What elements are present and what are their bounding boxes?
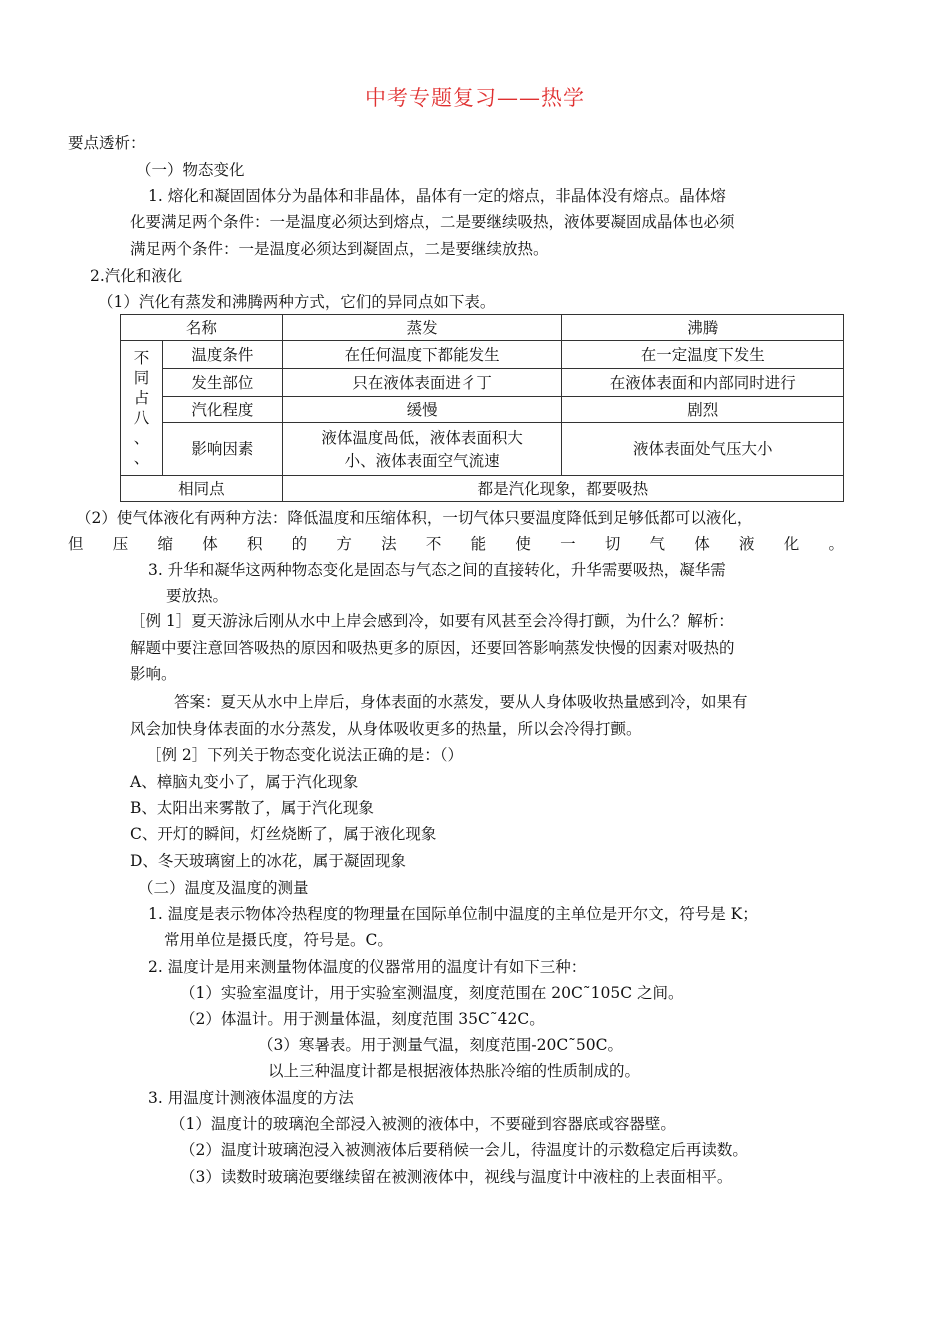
cell-same: 都是汽化现象，都要吸热: [282, 476, 843, 502]
comparison-table: [120, 314, 844, 502]
cell-evaporation: 液体温度咼低，液体表面积大 小、液体表面空气流速: [282, 423, 562, 476]
section-header: 要点透析：: [68, 134, 146, 152]
cell-evaporation: 只在液体表面进彳丁: [282, 369, 562, 397]
thermometer-summary: 以上三种温度计都是根据液体热胀冷缩的性质制成的。: [268, 1062, 641, 1080]
row-label: 发生部位: [162, 369, 282, 397]
melting-paragraph-line: 1. 熔化和凝固固体分为晶体和非晶体，晶体有一定的熔点，非晶体没有熔点。晶体熔: [148, 187, 726, 205]
row-label: 相同点: [121, 476, 283, 502]
sublimation-paragraph-line: 3. 升华和凝华这两种物态变化是固态与气态之间的直接转化，升华需要吸热，凝华需: [148, 561, 726, 579]
liquefaction-paragraph-line: （2）使气体液化有两种方法：降低温度和压缩体积，一切气体只要温度降低到足够低都可以液化，: [76, 509, 753, 527]
example1-answer: 答案：夏天从水中上岸后，身体表面的水蒸发，要从人身体吸收热量感到冷，如果有: [174, 693, 748, 711]
vaporization-heading: 2.汽化和液化: [90, 267, 183, 285]
thermometer-type-clinical: （2）体温计。用于测量体温，刻度范围 35C˜42C。: [180, 1010, 545, 1028]
table-row-same: [121, 476, 844, 502]
part2-heading: （二）温度及温度的测量: [138, 879, 309, 897]
row-label: 影响因素: [162, 423, 282, 476]
example2-option-c: C、开灯的瞬间，灯丝烧断了，属于液化现象: [130, 825, 437, 843]
melting-paragraph-line: 化要满足两个条件：一是温度必须达到熔点，二是要继续吸热，液体要凝固成晶体也必须: [130, 213, 735, 231]
cell-evaporation: 缓慢: [282, 397, 562, 423]
cell-boiling: 在液体表面和内部同时进行: [562, 369, 844, 397]
example2-option-b: B、太阳出来雾散了，属于汽化现象: [130, 799, 374, 817]
header-name: 名称: [121, 315, 283, 341]
difference-group-label: 不 同 占 八 、 、: [121, 341, 163, 476]
measure-step: （1）温度计的玻璃泡全部浸入被测的液体中，不要碰到容器底或容器壁。: [170, 1115, 676, 1133]
measure-method-heading: 3. 用温度计测液体温度的方法: [148, 1089, 354, 1107]
table-row: [121, 397, 844, 423]
row-label: 温度条件: [162, 341, 282, 369]
melting-paragraph-line: 满足两个条件：一是温度必须达到凝固点，二是要继续放热。: [130, 240, 549, 258]
vaporization-intro: （1）汽化有蒸发和沸腾两种方式，它们的异同点如下表。: [98, 293, 496, 311]
cell-boiling: 液体表面处气压大小: [562, 423, 844, 476]
table-row: [121, 423, 844, 476]
example1-analysis: 影响。: [130, 665, 177, 683]
table-row: [121, 341, 844, 369]
example1-question: ［例 1］夏天游泳后刚从水中上岸会感到冷，如要有风甚至会冷得打颤，为什么？解析：: [130, 612, 734, 630]
table-row: [121, 369, 844, 397]
example2-option-a: A、樟脑丸变小了，属于汽化现象: [130, 773, 359, 791]
cell-boiling: 在一定温度下发生: [562, 341, 844, 369]
example2-question: ［例 2］下列关于物态变化说法正确的是：（）: [146, 746, 464, 764]
measure-step: （3）读数时玻璃泡要继续留在被测液体中，视线与温度计中液柱的上表面相平。: [180, 1168, 733, 1186]
page-title: 中考专题复习——热学: [365, 86, 585, 110]
row-label: 汽化程度: [162, 397, 282, 423]
example1-answer: 风会加快身体表面的水分蒸发，从身体吸收更多的热量，所以会冷得打颤。: [130, 720, 642, 738]
thermometer-type-weather: （3）寒暑表。用于测量气温，刻度范围-20C˜50C。: [258, 1036, 624, 1054]
liquefaction-paragraph-line: 但压缩体积的方法不能使一切气体液化。: [68, 535, 844, 553]
thermometer-type-lab: （1）实验室温度计，用于实验室测温度，刻度范围在 20C˜105C 之间。: [180, 984, 684, 1002]
temperature-paragraph-line: 常用单位是摄氏度，符号是。C。: [164, 931, 393, 949]
example2-option-d: D、冬天玻璃窗上的冰花，属于凝固现象: [130, 852, 406, 870]
measure-step: （2）温度计玻璃泡浸入被测液体后要稍候一会儿，待温度计的示数稳定后再读数。: [180, 1141, 748, 1159]
header-boiling: 沸腾: [562, 315, 844, 341]
header-evaporation: 蒸发: [282, 315, 562, 341]
table-header-row: [121, 315, 844, 341]
part1-heading: （一）物态变化: [136, 161, 245, 179]
thermometer-intro: 2. 温度计是用来测量物体温度的仪器常用的温度计有如下三种：: [148, 958, 587, 976]
example1-analysis: 解题中要注意回答吸热的原因和吸热更多的原因，还要回答影响蒸发快慢的因素对吸热的: [130, 639, 735, 657]
cell-boiling: 剧烈: [562, 397, 844, 423]
temperature-paragraph-line: 1. 温度是表示物体冷热程度的物理量在国际单位制中温度的主单位是开尔文，符号是 K；: [148, 905, 758, 923]
cell-evaporation: 在任何温度下都能发生: [282, 341, 562, 369]
sublimation-paragraph-line: 要放热。: [166, 587, 229, 605]
